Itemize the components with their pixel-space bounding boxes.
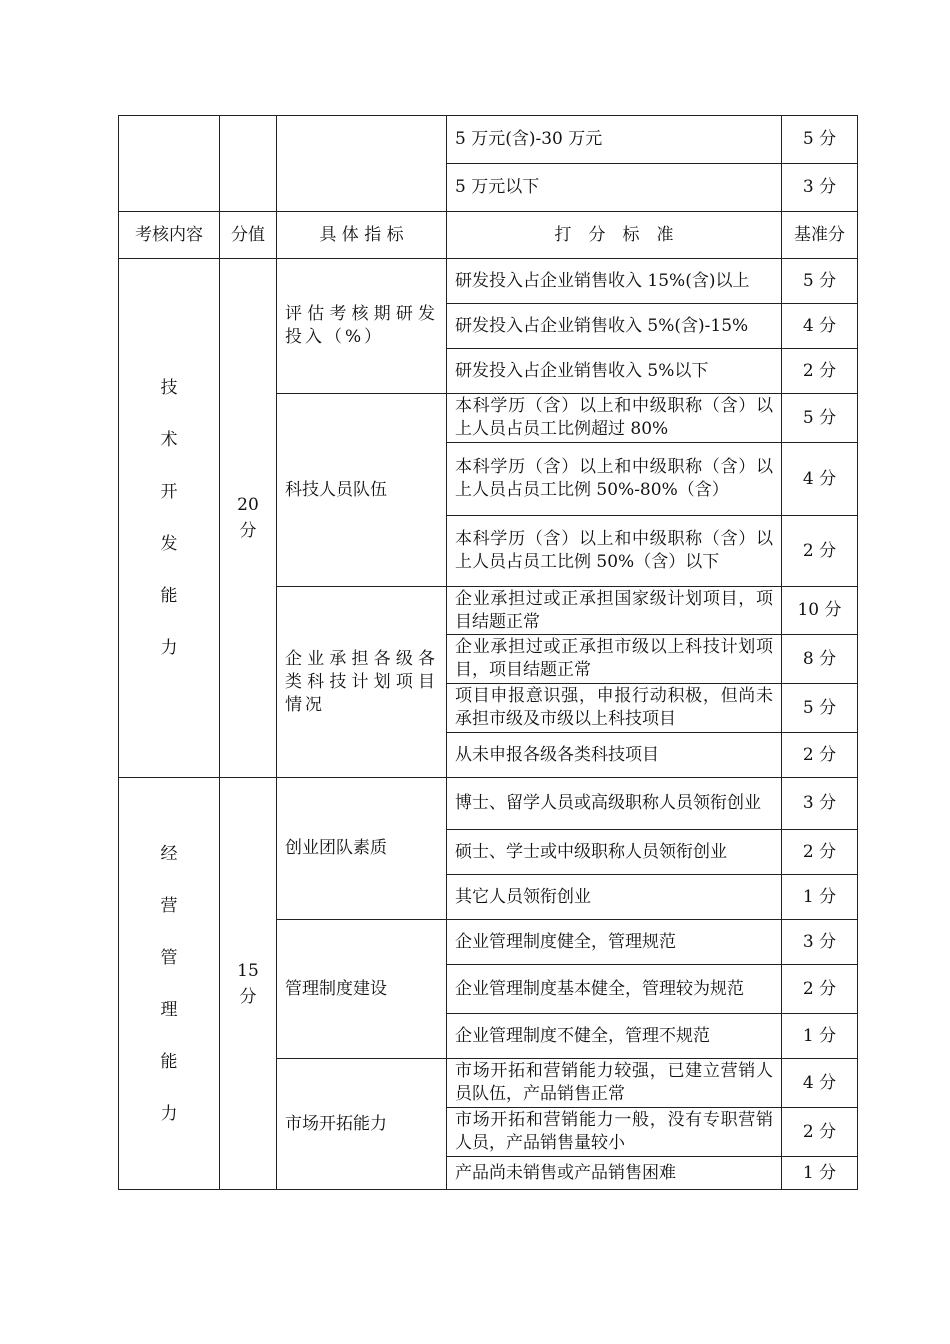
criteria-cell: 企业承担过或正承担市级以上科技计划项目，项目结题正常	[447, 635, 782, 684]
category-char: 经	[160, 843, 178, 864]
indicator-cell: 科技人员队伍	[277, 394, 447, 587]
criteria-cell: 研发投入占企业销售收入 5%以下	[447, 349, 782, 394]
header-indicator: 具 体 指 标	[277, 212, 447, 259]
category-char: 能	[160, 586, 178, 606]
score-cell: 1 分	[782, 875, 858, 920]
category-char: 能	[160, 1051, 178, 1072]
header-row	[119, 212, 858, 259]
score-cell: 4 分	[782, 443, 858, 516]
criteria-cell: 5 万元(含)-30 万元	[447, 116, 782, 164]
score-cell: 4 分	[782, 1059, 858, 1108]
criteria-cell: 从未申报各级各类科技项目	[447, 733, 782, 778]
score-cell: 10 分	[782, 587, 858, 635]
criteria-cell: 产品尚未销售或产品销售困难	[447, 1157, 782, 1190]
table-row	[119, 259, 858, 304]
score-cell: 2 分	[782, 1108, 858, 1157]
category-cell	[119, 778, 220, 1190]
criteria-cell: 企业管理制度不健全，管理不规范	[447, 1014, 782, 1059]
criteria-cell: 企业承担过或正承担国家级计划项目，项目结题正常	[447, 587, 782, 635]
category-char: 力	[160, 638, 178, 658]
points-cell: 20 分	[220, 259, 277, 778]
criteria-cell: 研发投入占企业销售收入 15%(含)以上	[447, 259, 782, 304]
criteria-cell: 5 万元以下	[447, 164, 782, 212]
category-char: 理	[160, 999, 178, 1020]
score-cell: 3 分	[782, 778, 858, 830]
score-cell: 3 分	[782, 164, 858, 212]
criteria-cell: 本科学历（含）以上和中级职称（含）以上人员占员工比例超过 80%	[447, 394, 782, 443]
category-char: 开	[160, 482, 178, 502]
category-char: 力	[160, 1103, 178, 1124]
category-char: 技	[160, 378, 178, 398]
criteria-cell: 本科学历（含）以上和中级职称（含）以上人员占员工比例 50%-80%（含）	[447, 443, 782, 516]
table-row	[119, 778, 858, 830]
score-cell: 2 分	[782, 733, 858, 778]
score-cell: 5 分	[782, 684, 858, 733]
score-cell: 1 分	[782, 1014, 858, 1059]
category-char: 管	[160, 947, 178, 968]
criteria-cell: 研发投入占企业销售收入 5%(含)-15%	[447, 304, 782, 349]
score-cell: 5 分	[782, 116, 858, 164]
score-cell: 2 分	[782, 516, 858, 587]
score-cell: 2 分	[782, 830, 858, 875]
indicator-cell: 管理制度建设	[277, 920, 447, 1059]
category-cell-empty	[119, 116, 220, 212]
header-base-score: 基准分	[782, 212, 858, 259]
header-points: 分值	[220, 212, 277, 259]
criteria-cell: 硕士、学士或中级职称人员领衔创业	[447, 830, 782, 875]
points-cell-empty	[220, 116, 277, 212]
score-cell: 2 分	[782, 965, 858, 1014]
criteria-cell: 市场开拓和营销能力一般，没有专职营销人员，产品销售量较小	[447, 1108, 782, 1157]
score-cell: 4 分	[782, 304, 858, 349]
category-cell	[119, 259, 220, 778]
criteria-cell: 博士、留学人员或高级职称人员领衔创业	[447, 778, 782, 830]
score-cell: 1 分	[782, 1157, 858, 1190]
category-char: 术	[160, 430, 178, 450]
evaluation-table-body	[119, 116, 858, 1190]
category-char: 营	[160, 895, 178, 916]
evaluation-table	[118, 115, 858, 1190]
criteria-cell: 市场开拓和营销能力较强，已建立营销人员队伍，产品销售正常	[447, 1059, 782, 1108]
table-row	[119, 116, 858, 164]
criteria-cell: 其它人员领衔创业	[447, 875, 782, 920]
score-cell: 5 分	[782, 259, 858, 304]
indicator-cell: 市场开拓能力	[277, 1059, 447, 1190]
criteria-cell: 本科学历（含）以上和中级职称（含）以上人员占员工比例 50%（含）以下	[447, 516, 782, 587]
score-cell: 3 分	[782, 920, 858, 965]
indicator-cell: 企业承担各级各类科技计划项目情况	[277, 587, 447, 778]
score-cell: 5 分	[782, 394, 858, 443]
header-criteria: 打 分 标 准	[447, 212, 782, 259]
category-char: 发	[160, 534, 178, 554]
indicator-cell-empty	[277, 116, 447, 212]
score-cell: 2 分	[782, 349, 858, 394]
score-cell: 8 分	[782, 635, 858, 684]
criteria-cell: 企业管理制度健全，管理规范	[447, 920, 782, 965]
header-category: 考核内容	[119, 212, 220, 259]
criteria-cell: 企业管理制度基本健全，管理较为规范	[447, 965, 782, 1014]
indicator-cell: 评估考核期研发投入（%）	[277, 259, 447, 394]
points-cell: 15 分	[220, 778, 277, 1190]
indicator-cell: 创业团队素质	[277, 778, 447, 920]
criteria-cell: 项目申报意识强，申报行动积极，但尚未承担市级及市级以上科技项目	[447, 684, 782, 733]
